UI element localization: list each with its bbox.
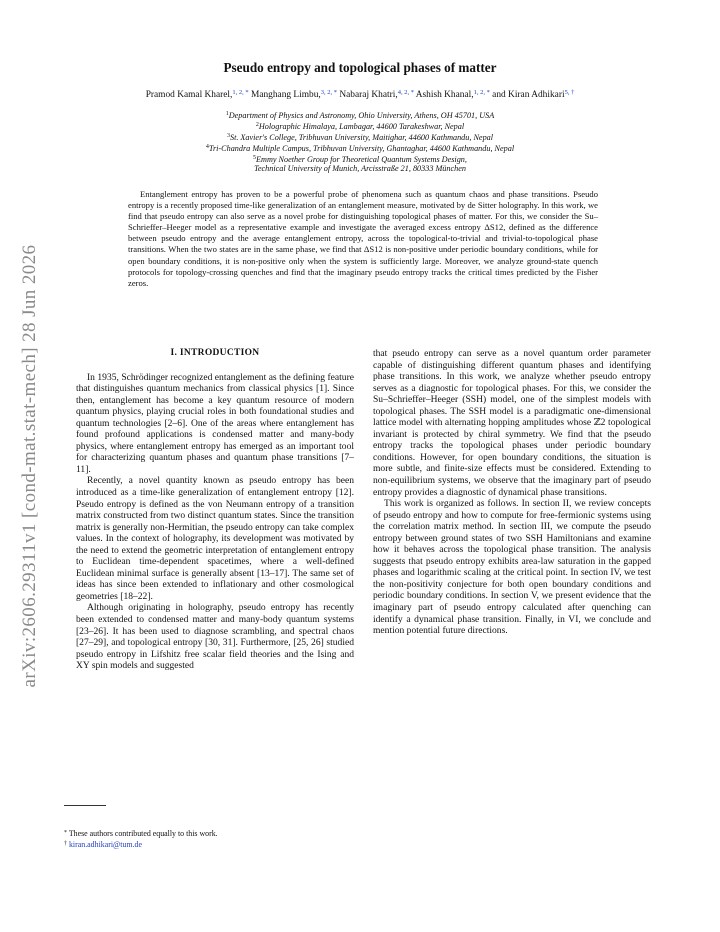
right-column <box>373 348 651 637</box>
footnote-rule <box>64 805 106 806</box>
arxiv-identifier-text: arXiv:2606.29311v1 [cond-mat.stat-mech] 28 Jun 2026 <box>19 244 40 688</box>
abstract <box>128 189 598 289</box>
paragraph: Although originating in holography, pseudo entropy has recently been extended to condensed matter and many-body quantum systems [23–26]. It has been used to diagnose scrambling, and spectral chaos [27–29], and topological entropy [30, 31]. Furthermore, [25, 26] studied pseudo entropy in Lifshitz free scalar field theories and the Ising and XY spin models and suggested <box>76 602 354 672</box>
footnote-email: † kiran.adhikari@tum.de <box>64 840 142 849</box>
author: Nabaraj Khatri,$^{4, 2, *}$ <box>337 89 414 100</box>
author-affiliation-marker[interactable]: 4, 2, * <box>397 89 414 96</box>
author: Ashish Khanal,$^{1, 2, *}$ <box>413 89 490 100</box>
affiliation-5-cont: Technical University of Munich, Arcisstraße 21, 80333 München <box>254 164 466 173</box>
author: Manghang Limbu,$^{3, 2, *}$ <box>248 89 338 100</box>
author-list <box>55 89 665 100</box>
footnote-equal-contribution: * These authors contributed equally to this work. <box>64 829 218 838</box>
paragraph: This work is organized as follows. In section II, we review concepts of pseudo entropy and how to compute for free-fermionic systems using the correlation matrix method. In section III, we compute the pseudo entropy between ground states of two SSH Hamiltonians and examine how it behaves across the topological phase transition. The analysis suggests that pseudo entropy exhibits area-law saturation in the gapped phases and logarithmic scaling at the critical point. In section IV, we test the non-positivity conjecture for both open boundary conditions and periodic boundary conditions. In section V, we present evidence that the imaginary part of pseudo entropy calculated after quenching can identify a dynamical phase transition. Finally, in VI, we conclude and mention potential future directions. <box>373 498 651 637</box>
paragraph: In 1935, Schrödinger recognized entanglement as the defining feature that distinguishes quantum mechanics from classical physics [1]. Since then, entanglement has become a key quantum resource of modern quantum physics, playing crucial roles in both foundational studies and quantum technologies [2–6]. One of the areas where entanglement has found profound applications is condensed matter and many-body physics, where entanglement entropy has emerged as an important tool for characterizing quantum phases and quantum phase transitions [7–11]. <box>76 371 354 475</box>
affiliation-1: $^1$Department of Physics and Astronomy, Ohio University, Athens, OH 45701, USA <box>225 111 495 120</box>
paper-title: Pseudo entropy and topological phases of matter <box>223 60 497 75</box>
affiliation-3: $^3$St. Xavier's College, Tribhuvan University, Maitighar, 44600 Kathmandu, Nepal <box>226 133 494 142</box>
author-affiliation-marker[interactable]: 1, 2, * <box>232 89 249 96</box>
author: and Kiran Adhikari$^{5, \dagger}$ <box>489 89 575 100</box>
author-affiliation-marker[interactable]: 1, 2, * <box>473 89 490 96</box>
author-affiliation-marker[interactable]: 3, 2, * <box>320 89 338 96</box>
section-heading: I. INTRODUCTION <box>170 348 260 358</box>
affiliation-4: $^4$Tri-Chandra Multiple Campus, Tribhuvan University, Ghantaghar, 44600 Kathmandu, Nepal <box>205 144 515 153</box>
email-link[interactable]: kiran.adhikari@tum.de <box>68 840 142 849</box>
author-affiliation-marker[interactable]: 5, † <box>564 89 575 96</box>
affiliation-5: $^5$Emmy Noether Group for Theoretical Quantum Systems Design, <box>253 155 467 164</box>
author: Pramod Kamal Kharel,$^{1, 2, *}$ <box>145 89 249 100</box>
paragraph: Recently, a novel quantity known as pseudo entropy has been introduced as a time-like generalization of entanglement entropy [12]. Pseudo entropy is defined as the von Neumann entropy of a transition matrix constructed from two distinct quantum states. Since the transition matrix is generally non-Hermitian, the pseudo entropy can take complex values. In the context of holography, its development was motivated by the need to extend the geometric interpretation of entanglement entropy to Euclidean time-dependent spacetimes, where a well-defined Euclidean minimal surface is generally absent [13–17]. The same set of ideas has since been extended to inflationary and other cosmological geometries [18–22]. <box>76 475 354 602</box>
affiliation-2: $^2$Holographic Himalaya, Lambagar, 44600 Tarakeshwar, Nepal <box>255 122 465 131</box>
left-column <box>76 340 354 672</box>
abstract-text: Entanglement entropy has proven to be a powerful probe of phenomena such as quantum chaos and phase transitions. Pseudo entropy is a recently proposed time-like generalization of an entanglement measure, motivated by de Sitter holography. In this work, we find that pseudo entropy can also serve as a novel probe for distinguishing topological phases of matter. For this, we consider the Su–Schrieffer–Heeger model as a representative example and investigate the averaged excess entropy ΔS12, defined as the difference between pseudo entropy and the average entanglement entropy, across the topological-to-trivial and trivial-to-topological phase transitions. When the two states are in the same phase, we find that ΔS12 is non-positive under periodic boundary conditions, while for open boundary conditions, it is non-positive only when the system is sufficiently large. Moreover, we analyze ground-state quench protocols for topology-crossing quenches and find that the imaginary pseudo entropy tracks the critical times predicted by the Fisher zeros. <box>128 189 598 288</box>
paragraph: that pseudo entropy can serve as a novel quantum order parameter capable of distinguishing different quantum phases and identifying phase transitions. In this work, we analyze whether pseudo entropy serves as a diagnostic for topological phases. For this, we consider the Su–Schrieffer–Heeger (SSH) model, one of the simplest models with topological phases. The SSH model is a paradigmatic one-dimensional lattice model with alternating hopping amplitudes whose ℤ2 topological invariant is protected by chiral symmetry. We find that the pseudo entropy tracks the topological phases under periodic boundary conditions. However, for open boundary conditions, the situation is more subtle, and finite-size effects must be considered. Extending to non-equilibrium systems, we observe that the imaginary part of pseudo entropy provides a diagnostic of dynamical phase transitions. <box>373 348 651 498</box>
